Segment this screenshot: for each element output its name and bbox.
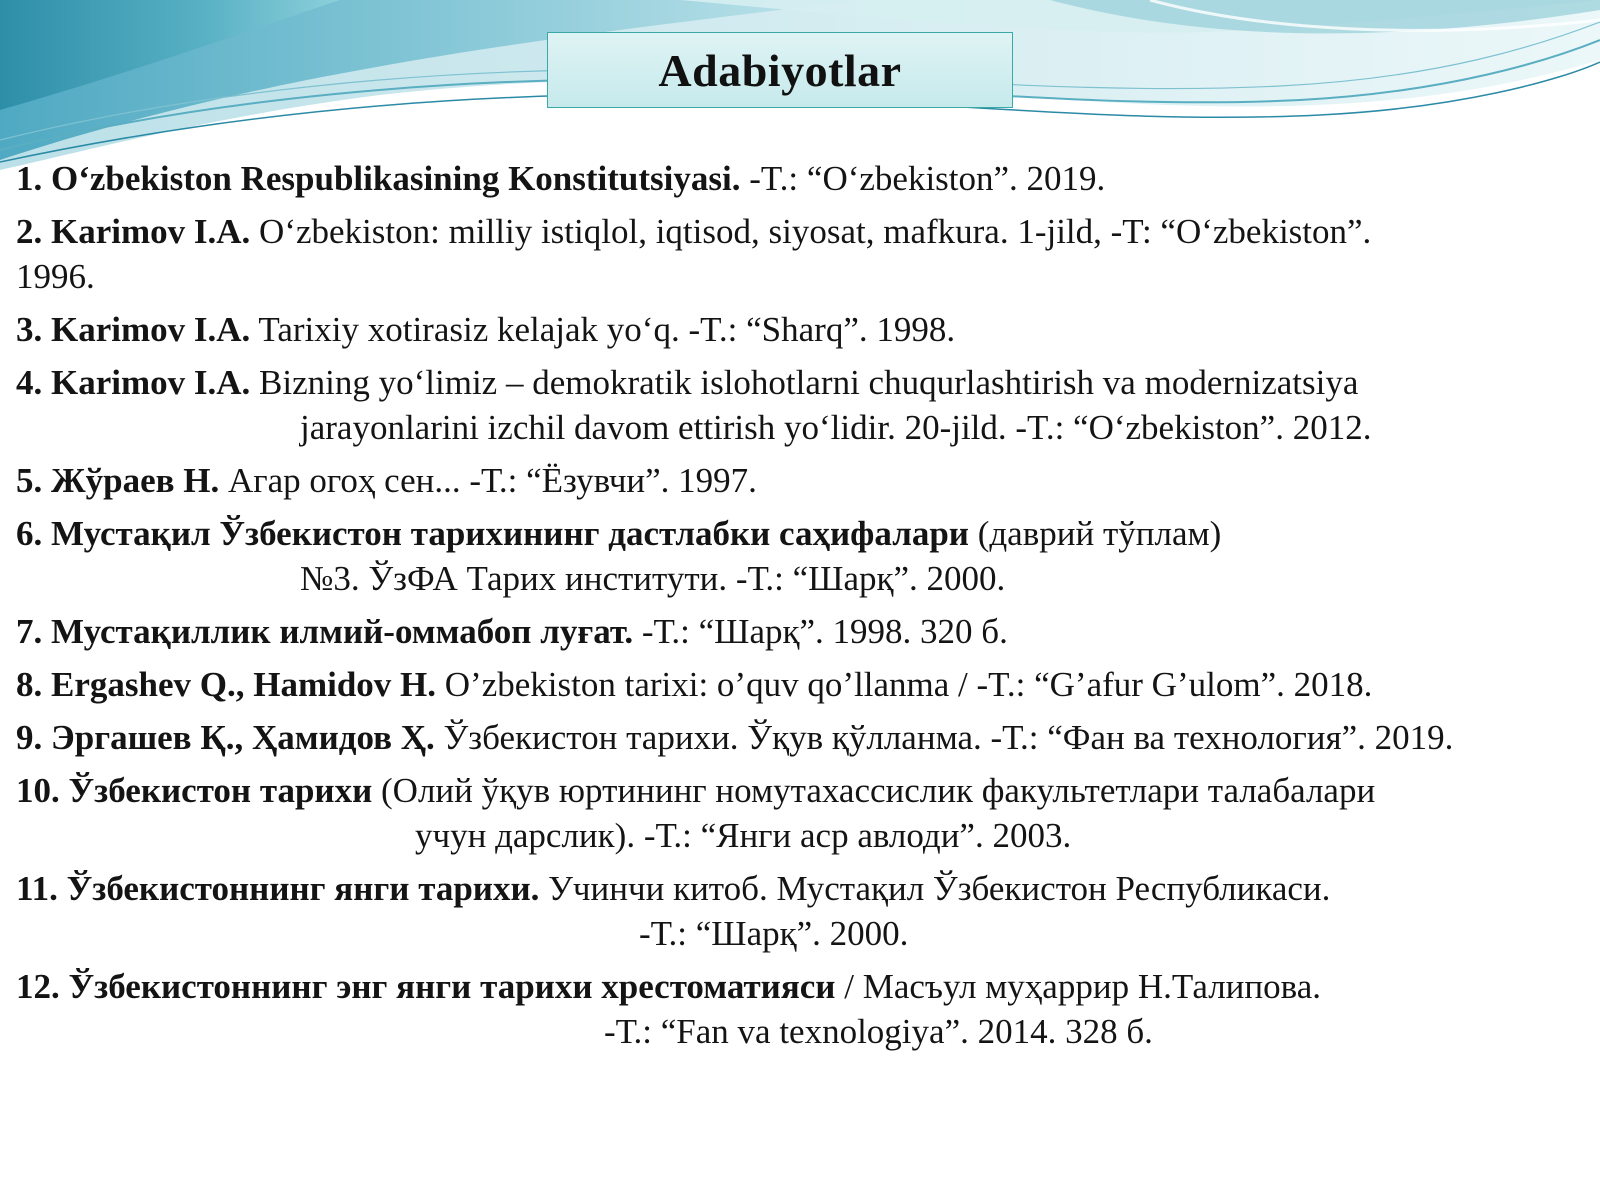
- references-list: [16, 156, 1591, 1062]
- reference-number: 8.: [16, 665, 43, 704]
- reference-continuation: -Т.: “Шарқ”. 2000.: [639, 914, 909, 953]
- reference-author: Karimov I.A.: [51, 212, 251, 251]
- reference-item: [16, 458, 1591, 503]
- reference-text: / Масъул муҳаррир Н.Талипова.: [835, 967, 1321, 1006]
- reference-author: Karimov I.A.: [51, 310, 251, 349]
- reference-number: 9.: [16, 718, 43, 757]
- reference-text: Учинчи китоб. Мустақил Ўзбекистон Республикаси.: [539, 869, 1331, 908]
- reference-author: Karimov I.A.: [51, 363, 251, 402]
- reference-item: [16, 609, 1591, 654]
- reference-number: 7.: [16, 612, 43, 651]
- reference-number: 4.: [16, 363, 43, 402]
- reference-text: (Олий ўқув юртининг номутахассислик факультетлари талабалари: [372, 771, 1376, 810]
- reference-number: 1.: [16, 159, 43, 198]
- reference-author: Мустақиллик илмий-оммабоп луғат.: [51, 612, 634, 651]
- reference-text: Ўзбекистон тарихи. Ўқув қўлланма. -Т.: “Фан ва технология”. 2019.: [434, 718, 1454, 757]
- reference-author: Ўзбекистоннинг янги тарихи.: [66, 869, 540, 908]
- reference-author: Эргашев Қ., Ҳамидов Ҳ.: [51, 718, 435, 757]
- reference-author: Ўзбекистоннинг энг янги тарихи хрестоматияси: [68, 967, 836, 1006]
- reference-text: Bizning yo‘limiz – demokratik islohotlarni chuqurlashtirish va modernizatsiya: [250, 363, 1359, 402]
- reference-text: Агар огоҳ сен... -Т.: “Ёзувчи”. 1997.: [219, 461, 757, 500]
- reference-continuation: 1996.: [16, 257, 95, 296]
- reference-author: O‘zbekiston Respublikasining Konstitutsiyasi.: [51, 159, 741, 198]
- reference-item: [16, 511, 1591, 601]
- reference-item: [16, 307, 1591, 352]
- reference-text: (даврий тўплам): [968, 514, 1222, 553]
- reference-number: 12.: [16, 967, 60, 1006]
- reference-item: [16, 964, 1591, 1054]
- reference-number: 6.: [16, 514, 43, 553]
- reference-item: [16, 866, 1591, 956]
- reference-continuation: учун дарслик). -Т.: “Янги аср авлоди”. 2003.: [415, 816, 1072, 855]
- reference-author: Ўзбекистон тарихи: [68, 771, 373, 810]
- reference-author: Мустақил Ўзбекистон тарихининг дастлабки саҳифалари: [51, 514, 969, 553]
- reference-text: -Т.: “Шарқ”. 1998. 320 б.: [633, 612, 1008, 651]
- reference-item: [16, 768, 1591, 858]
- reference-continuation: -Т.: “Fan va texnologiya”. 2014. 328 б.: [604, 1012, 1153, 1051]
- reference-item: [16, 662, 1591, 707]
- reference-number: 5.: [16, 461, 43, 500]
- reference-number: 11.: [16, 869, 58, 908]
- slide-title: Adabiyotlar: [658, 44, 902, 96]
- reference-author: Ergashev Q., Hamidov H.: [51, 665, 437, 704]
- reference-text: O’zbekiston tarixi: o’quv qo’llanma / -T.: “G’afur G’ulom”. 2018.: [436, 665, 1373, 704]
- reference-text: -T.: “O‘zbekiston”. 2019.: [740, 159, 1106, 198]
- reference-item: [16, 715, 1591, 760]
- reference-item: [16, 156, 1591, 201]
- reference-number: 10.: [16, 771, 60, 810]
- reference-continuation: jarayonlarini izchil davom ettirish yo‘lidir. 20-jild. -T.: “O‘zbekiston”. 2012.: [300, 408, 1372, 447]
- reference-continuation: №3. ЎзФА Тарих институти. -Т.: “Шарқ”. 2000.: [300, 559, 1006, 598]
- reference-item: [16, 209, 1591, 299]
- reference-item: [16, 360, 1591, 450]
- reference-author: Жўраев Н.: [51, 461, 220, 500]
- slide-title-box: [547, 32, 1013, 108]
- reference-number: 3.: [16, 310, 43, 349]
- reference-number: 2.: [16, 212, 43, 251]
- reference-text: Tarixiy xotirasiz kelajak yo‘q. -T.: “Sharq”. 1998.: [250, 310, 956, 349]
- reference-text: O‘zbekiston: milliy istiqlol, iqtisod, siyosat, mafkura. 1-jild, -T: “O‘zbekiston”.: [250, 212, 1372, 251]
